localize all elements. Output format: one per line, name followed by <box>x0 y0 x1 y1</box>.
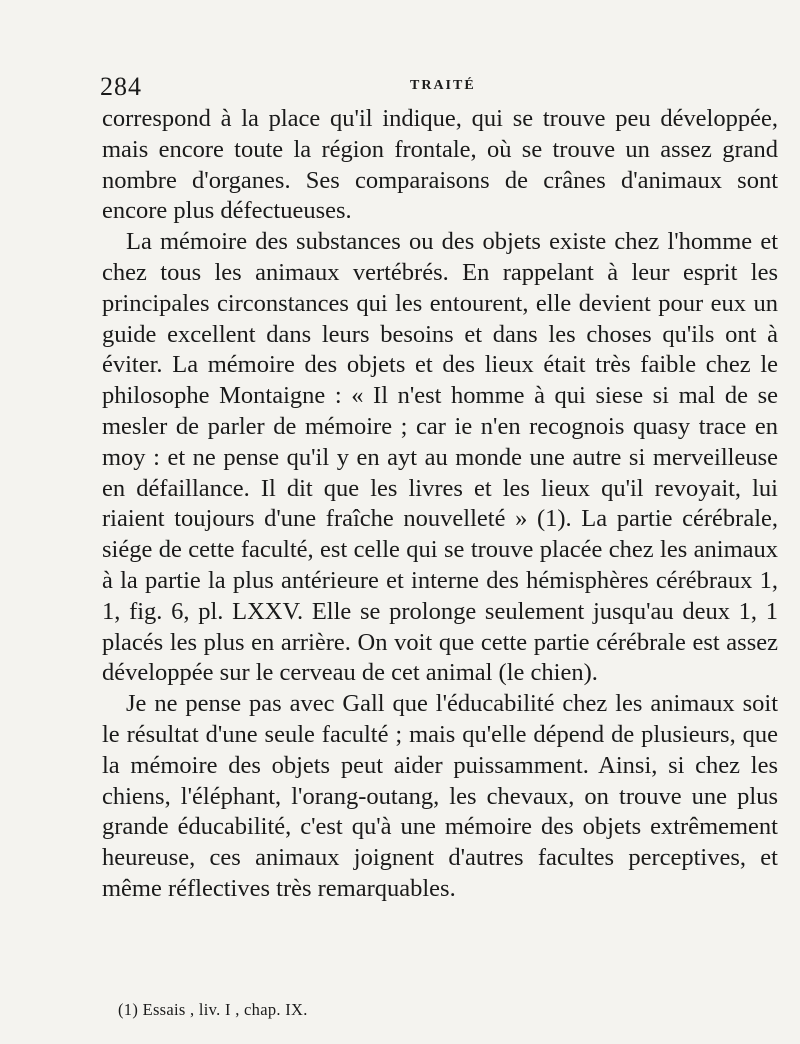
body-text <box>102 104 778 905</box>
paragraph-1: correspond à la place qu'il indique, qui se trouve peu développée, mais encore toute la région frontale, où se trouve un assez grand nombre d'organes. Ses comparaisons de crânes d'animaux sont encore plus défectueuses. <box>102 105 778 225</box>
paragraph-2: La mémoire des substances ou des objets existe chez l'homme et chez tous les animaux vertébrés. En rappelant à leur esprit les principales circonstances qui les entourent, elle devient pour eux un guide excellent dans leurs besoins et dans les choses qu'ils ont à éviter. La mémoire des objets et des lieux était très faible chez le philosophe Montaigne : « Il n'est homme à qui siese si mal de se mesler de parler de mémoire ; car ie n'en recognois quasy trace en moy : et ne pense qu'il y en ayt au monde une autre si merveilleuse en défaillance. Il dit que les livres et les lieux qu'il revoyait, lui riaient toujours d'une fraîche nouvelleté » (1). La partie cérébrale, siége de cette faculté, est celle qui se trouve placée chez les animaux à la partie la plus antérieure et interne des hémisphères cérébraux 1, 1, fig. 6, pl. LXXV. Elle se prolonge seulement jusqu'au deux 1, 1 placés les plus en arrière. On voit que cette partie cérébrale est assez développée sur le cerveau de cet animal (le chien). <box>102 228 778 687</box>
footnote: (1) Essais , liv. I , chap. IX. <box>118 1000 308 1019</box>
running-title: TRAITÉ <box>410 78 476 93</box>
page-number: 284 <box>100 72 142 101</box>
page-header <box>100 72 740 102</box>
paragraph-3: Je ne pense pas avec Gall que l'éducabilité chez les animaux soit le résultat d'une seule faculté ; mais qu'elle dépend de plusieurs, que la mémoire des objets peut aider puissamment. Ainsi, si chez les chiens, l'éléphant, l'orang-outang, les chevaux, on trouve une plus grande éducabilité, c'est qu'à une mémoire des objets extrêmement heureuse, ces animaux joignent d'autres facultes perceptives, et même réflectives très remarquables. <box>102 690 778 902</box>
